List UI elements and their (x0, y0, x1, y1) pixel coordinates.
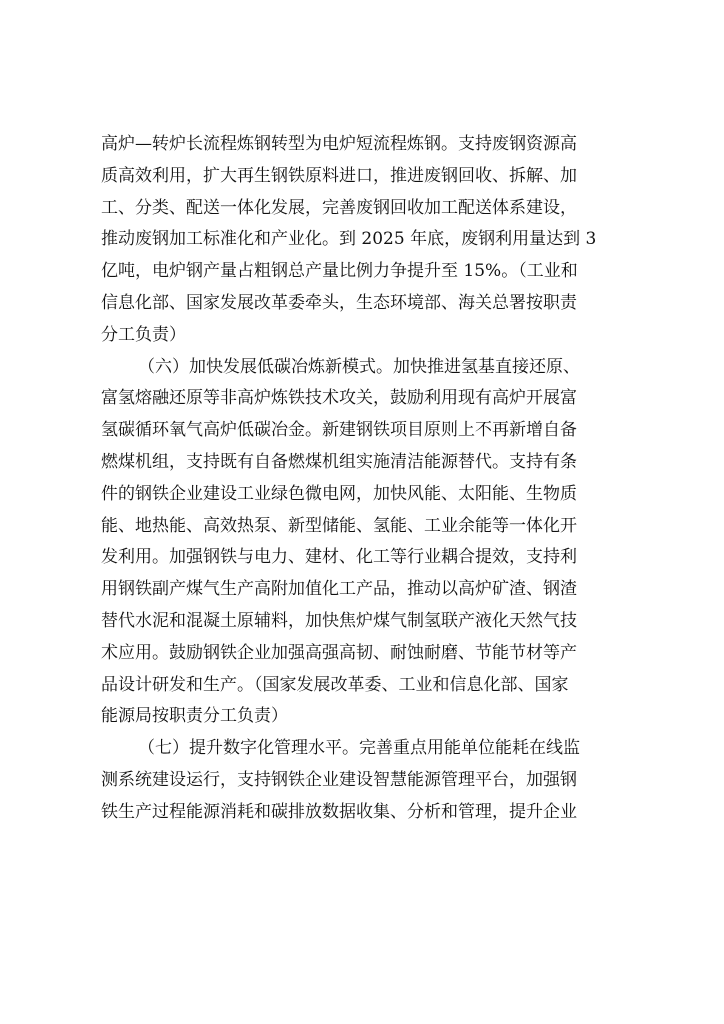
text-line: 铁生产过程能源消耗和碳排放数据收集、分析和管理，提升企业 (101, 801, 577, 822)
section-heading-line: （七）提升数字化管理水平。完善重点用能单位能耗在线监 (138, 738, 580, 759)
text-line: 分工负责） (101, 324, 186, 345)
text-line: 品设计研发和生产。（国家发展改革委、工业和信息化部、国家 (101, 674, 569, 695)
text-line: 燃煤机组，支持既有自备燃煤机组实施清洁能源替代。支持有条 (101, 451, 577, 472)
text-line: 能源局按职责分工负责） (101, 706, 288, 727)
text-line: 发利用。加强钢铁与电力、建材、化工等行业耦合提效，支持利 (101, 547, 577, 568)
text-line: 推动废钢加工标准化和产业化。到 2025 年底，废钢利用量达到 3 (101, 229, 597, 250)
text-line: 高炉—转炉长流程炼钢转型为电炉短流程炼钢。支持废钢资源高 (101, 134, 577, 154)
text-line: 术应用。鼓励钢铁企业加强高强高韧、耐蚀耐磨、节能节材等产 (101, 642, 577, 663)
text-line: 质高效利用，扩大再生钢铁原料进口，推进废钢回收、拆解、加 (101, 165, 577, 186)
text-line: 能、地热能、高效热泵、新型储能、氢能、工业余能等一体化开 (101, 515, 577, 536)
section-heading-line: （六）加快发展低碳冶炼新模式。加快推进氢基直接还原、 (138, 356, 580, 377)
body-text (101, 129, 629, 829)
text-line: 氢碳循环氧气高炉低碳冶金。新建钢铁项目原则上不再新增自备 (101, 420, 577, 441)
text-line: 替代水泥和混凝土原辅料，加快焦炉煤气制氢联产液化天然气技 (101, 610, 577, 631)
text-line: 件的钢铁企业建设工业绿色微电网，加快风能、太阳能、生物质 (101, 483, 577, 504)
text-line: 工、分类、配送一体化发展，完善废钢回收加工配送体系建设， (101, 197, 577, 218)
text-line: 信息化部、国家发展改革委牵头，生态环境部、海关总署按职责 (101, 292, 577, 313)
text-line: 富氢熔融还原等非高炉炼铁技术攻关，鼓励利用现有高炉开展富 (101, 388, 577, 409)
text-line: 用钢铁副产煤气生产高附加值化工产品，推动以高炉矿渣、钢渣 (101, 579, 577, 600)
text-line: 亿吨，电炉钢产量占粗钢总产量比例力争提升至 15%。（工业和 (101, 261, 578, 282)
text-line: 测系统建设运行，支持钢铁企业建设智慧能源管理平台，加强钢 (101, 769, 577, 790)
